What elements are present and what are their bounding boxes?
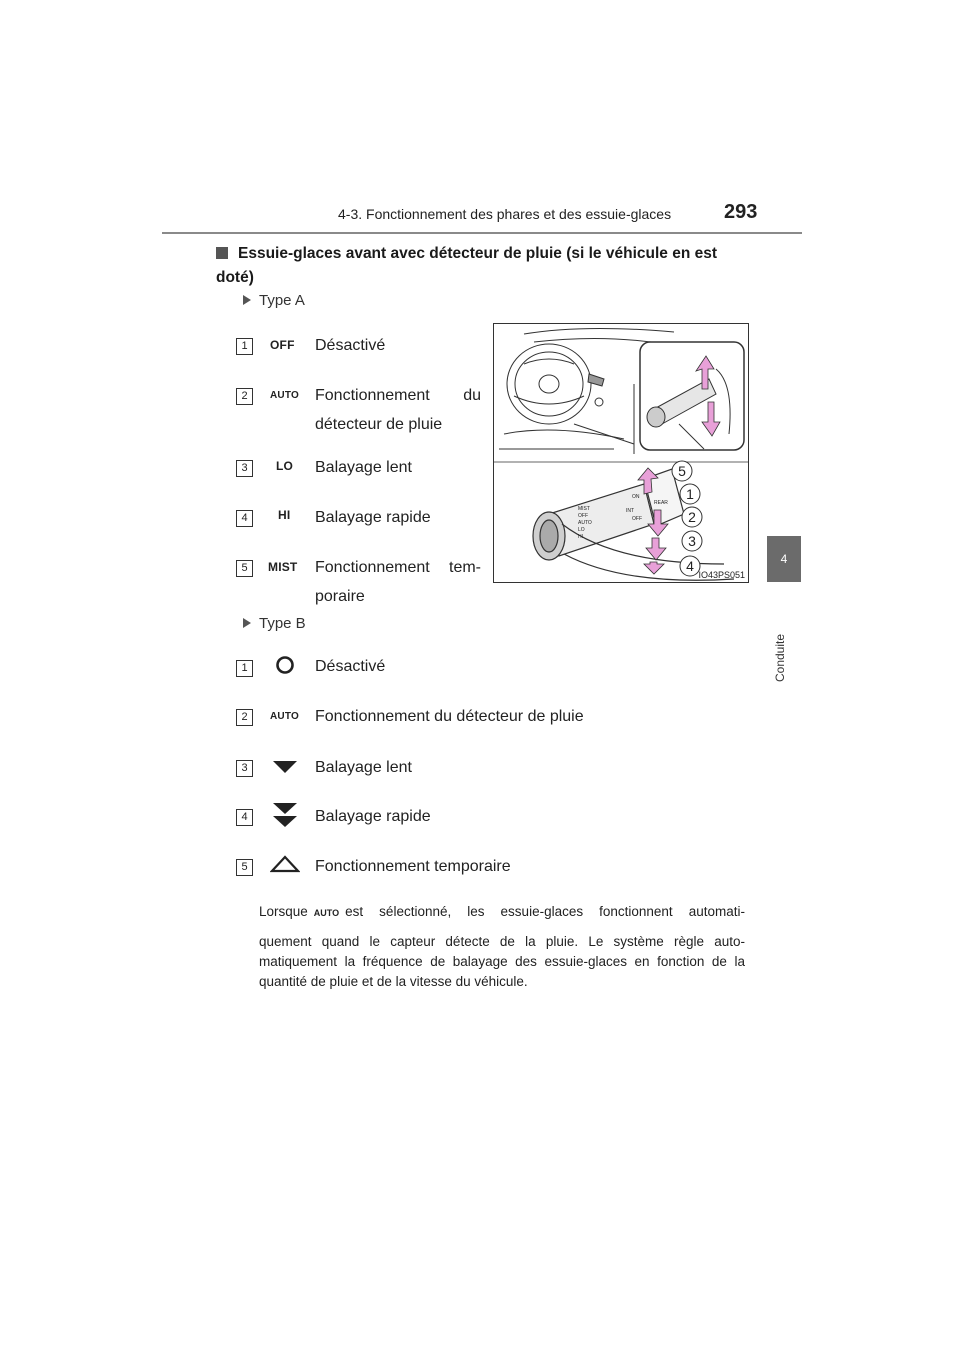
item-number: 1 xyxy=(236,660,253,677)
lever-label: LO xyxy=(578,527,585,533)
callout-number: 1 xyxy=(686,486,694,502)
item-description: Désactivé xyxy=(315,337,386,354)
item-description: Désactivé xyxy=(315,658,386,675)
lever-label: INT xyxy=(626,508,635,514)
triangle-bullet-icon xyxy=(243,295,251,305)
item-description: Fonctionnement temporaire xyxy=(315,858,511,875)
type-a-label xyxy=(243,292,305,309)
type-b-label-text: Type B xyxy=(259,615,306,632)
note-prefix: Lorsque xyxy=(259,904,308,919)
single-down-triangle-icon xyxy=(272,760,298,774)
off-symbol: OFF xyxy=(270,338,295,352)
item-number: 2 xyxy=(236,388,253,405)
lever-label: AUTO xyxy=(578,520,592,526)
item-number: 4 xyxy=(236,809,253,826)
running-header: 4-3. Fonctionnement des phares et des essuie-glaces xyxy=(338,206,672,222)
note-first-line xyxy=(259,902,745,923)
square-bullet-icon xyxy=(216,247,228,259)
item-description-cont: détecteur de pluie xyxy=(315,416,443,433)
lever-label: OFF xyxy=(632,516,642,522)
lever-label: MIST xyxy=(578,506,590,512)
item-description: Fonctionnement du xyxy=(315,387,481,404)
lever-label: ON xyxy=(632,494,640,500)
outline-up-triangle-icon xyxy=(270,855,300,873)
callout-number: 4 xyxy=(686,558,694,574)
note-line1-rest: est sélectionné, les essuie-glaces fonctionnent automati- xyxy=(345,904,745,919)
header-divider xyxy=(162,232,802,234)
chapter-label: Conduite xyxy=(773,633,787,682)
page-number: 293 xyxy=(724,201,758,223)
lo-symbol: LO xyxy=(276,459,294,473)
auto-symbol: AUTO xyxy=(270,711,299,722)
figure-code: IO43PS051 xyxy=(698,570,745,580)
callout-number: 3 xyxy=(688,533,696,549)
triangle-bullet-icon xyxy=(243,618,251,628)
item-number: 3 xyxy=(236,760,253,777)
item-number: 2 xyxy=(236,709,253,726)
item-number: 5 xyxy=(236,560,253,577)
item-description: Fonctionnement du détecteur de pluie xyxy=(315,708,584,725)
item-description: Fonctionnement tem- xyxy=(315,559,481,576)
mist-symbol: MIST xyxy=(268,560,298,574)
hi-symbol: HI xyxy=(278,508,291,522)
type-a-label-text: Type A xyxy=(259,292,305,309)
item-description: Balayage lent xyxy=(315,759,412,776)
item-description-cont: poraire xyxy=(315,588,365,605)
auto-symbol: AUTO xyxy=(270,390,299,401)
section-heading xyxy=(216,242,750,290)
double-down-triangle-icon xyxy=(272,802,298,828)
type-b-label xyxy=(243,615,306,632)
item-description: Balayage rapide xyxy=(315,808,431,825)
wiper-lever-figure xyxy=(493,323,749,583)
note-body: quement quand le capteur détecte de la pluie. Le système règle auto-matiquement la fréquence de balayage des essuie-glaces en fonction de la quantité de pluie et de la vitesse du véhicule. xyxy=(259,934,745,989)
wiper-lever-illustration xyxy=(494,324,748,582)
callout-number: 2 xyxy=(688,509,696,525)
item-description: Balayage lent xyxy=(315,459,412,476)
item-number: 4 xyxy=(236,510,253,527)
chapter-tab: 4 xyxy=(767,536,801,582)
lever-label: HI xyxy=(578,534,583,540)
item-number: 5 xyxy=(236,859,253,876)
section-heading-text: Essuie-glaces avant avec détecteur de pluie (si le véhicule en est doté) xyxy=(216,245,717,286)
item-number: 3 xyxy=(236,460,253,477)
item-description: Balayage rapide xyxy=(315,509,431,526)
lever-label: REAR xyxy=(654,500,668,506)
lever-label: OFF xyxy=(578,513,588,519)
circle-off-icon xyxy=(275,655,295,675)
item-number: 1 xyxy=(236,338,253,355)
callout-number: 5 xyxy=(678,463,686,479)
auto-symbol-inline: AUTO xyxy=(313,908,340,918)
